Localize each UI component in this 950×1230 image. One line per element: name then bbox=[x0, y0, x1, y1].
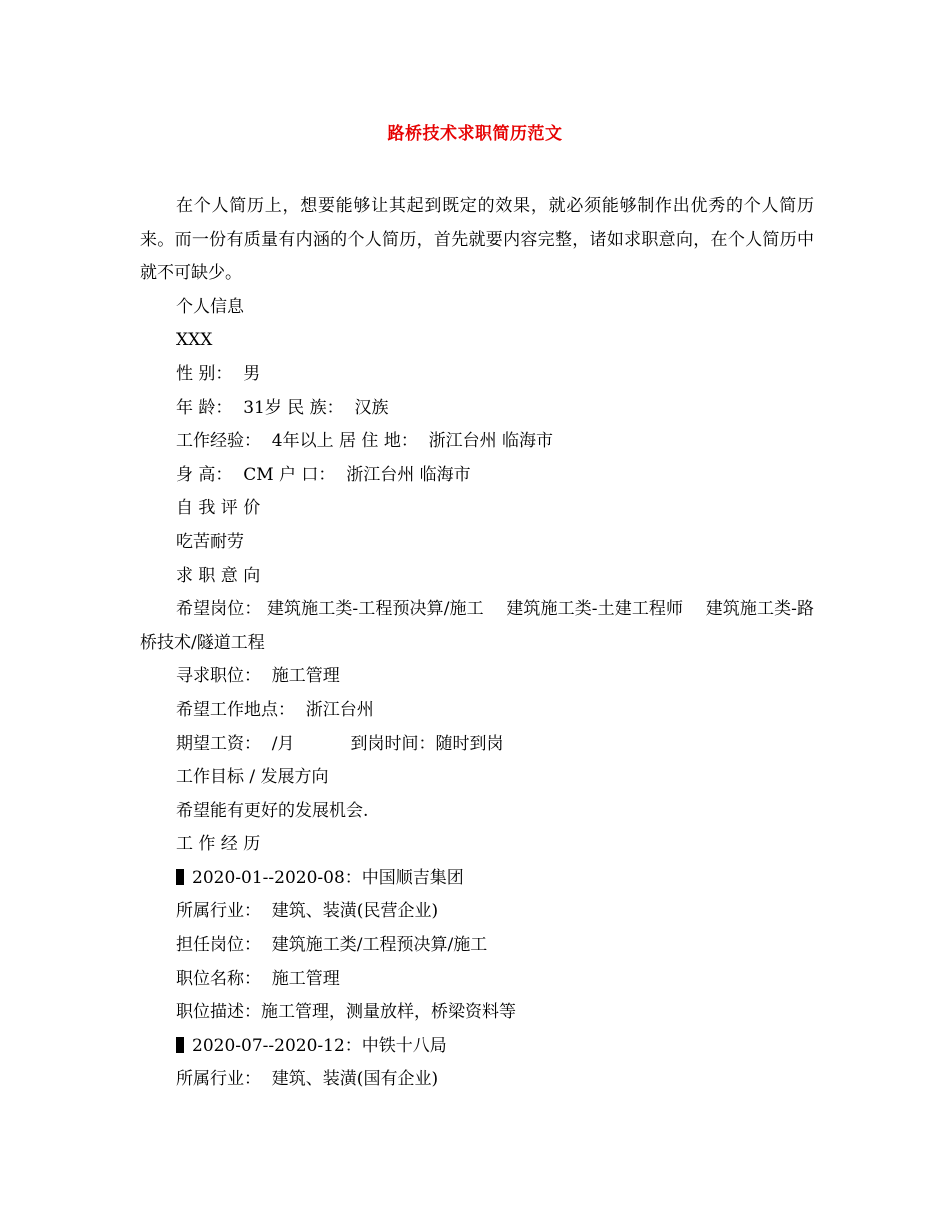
self-evaluation-heading: 自 我 评 价 bbox=[176, 498, 261, 519]
desired-location-line: 希望工作地点： 浙江台州 bbox=[176, 699, 374, 720]
job-industry-line: 所属行业： 建筑、装潢(民营企业) bbox=[176, 901, 439, 922]
salary-arrival-line bbox=[140, 728, 814, 762]
age-ethnicity-line: 年 龄： 31岁 民 族： 汉族 bbox=[176, 397, 389, 418]
document-title: 路桥技术求职简历范文 bbox=[387, 124, 563, 144]
name-line: XXX bbox=[176, 330, 213, 351]
experience-residence-line: 工作经验： 4年以上 居 住 地： 浙江台州 临海市 bbox=[176, 431, 554, 452]
job-title-line: 职位名称： 施工管理 bbox=[176, 968, 340, 989]
goal-heading: 工作目标 / 发展方向 bbox=[176, 767, 329, 788]
job-industry-line: 所属行业： 建筑、装潢(国有企业) bbox=[176, 1069, 439, 1090]
gender-line: 性 别： 男 bbox=[176, 363, 261, 384]
job-period-line bbox=[140, 1030, 814, 1064]
work-experience-heading: 工 作 经 历 bbox=[176, 834, 261, 855]
intro-paragraph: 在个人简历上，想要能够让其起到既定的效果，就必须能够制作出优秀的个人简历来。而一份有质量有内涵的个人简历，首先就要内容完整，诸如求职意向，在个人简历中就不可缺少。 bbox=[140, 196, 814, 284]
arrival-text: 到岗时间：随时到岗 bbox=[350, 733, 504, 754]
self-evaluation-text: 吃苦耐劳 bbox=[176, 531, 244, 552]
salary-text: 期望工资： /月 bbox=[176, 733, 295, 754]
job-period: 2020-07--2020-12：中铁十八局 bbox=[192, 1035, 447, 1056]
height-hukou-line: 身 高： CM 户 口： 浙江台州 临海市 bbox=[176, 464, 471, 485]
job-post-line: 担任岗位： 建筑施工类/工程预决算/施工 bbox=[176, 935, 488, 956]
bullet-marker bbox=[176, 1037, 184, 1053]
job-description-line: 职位描述：施工管理，测量放样，桥梁资料等 bbox=[176, 1002, 516, 1023]
bullet-marker bbox=[176, 869, 184, 885]
desired-positions-line: 希望岗位： 建筑施工类-工程预决算/施工 建筑施工类-土建工程师 建筑施工类-路桥技术/隧道工程 bbox=[140, 599, 814, 653]
job-period: 2020-01--2020-08：中国顺吉集团 bbox=[192, 867, 464, 888]
document-body bbox=[140, 190, 814, 1097]
job-period-line bbox=[140, 862, 814, 896]
job-intention-heading: 求 职 意 向 bbox=[176, 565, 261, 586]
personal-info-heading: 个人信息 bbox=[176, 296, 244, 317]
goal-text: 希望能有更好的发展机会. bbox=[176, 800, 369, 821]
seeking-position-line: 寻求职位： 施工管理 bbox=[176, 666, 340, 687]
